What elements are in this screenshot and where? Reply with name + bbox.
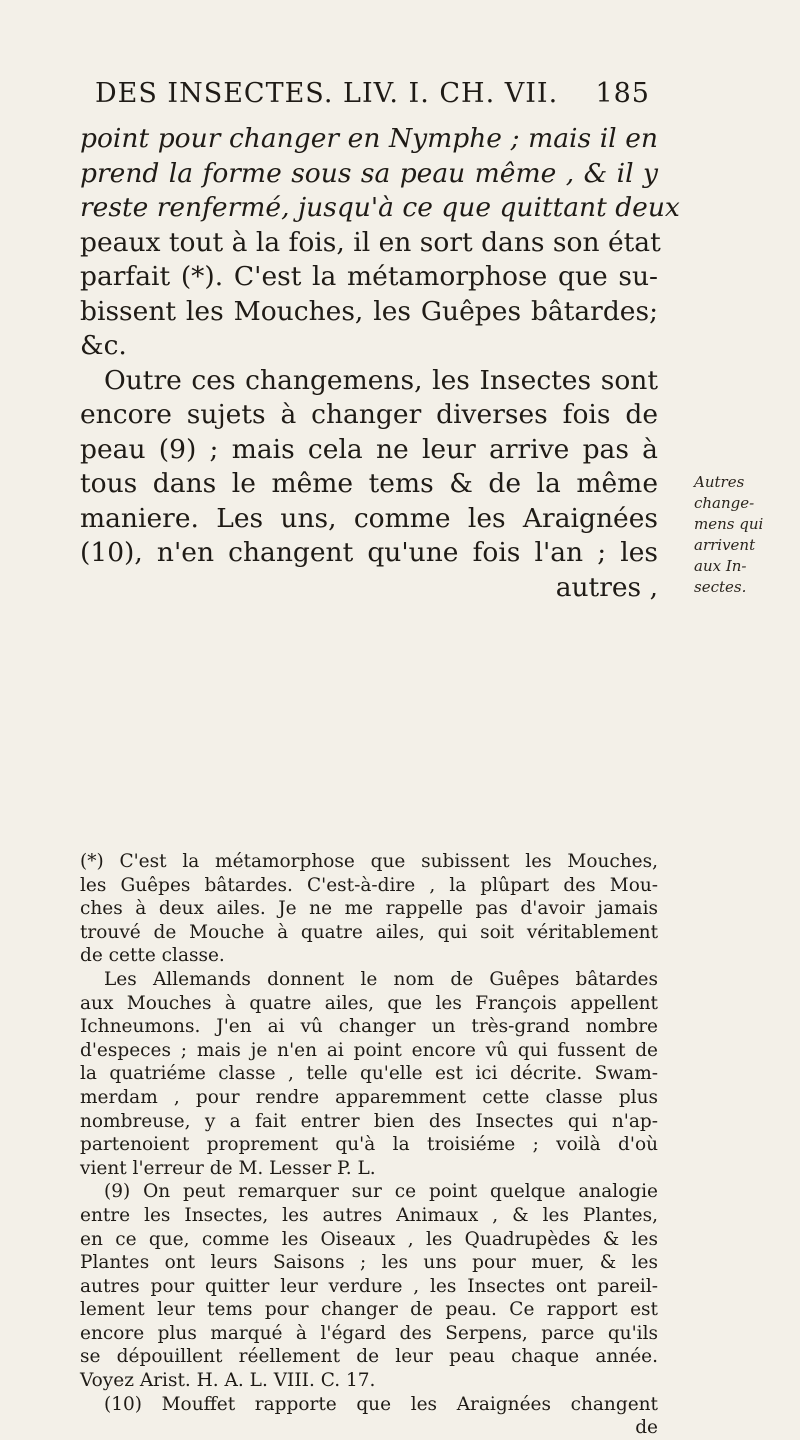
margin-note-line: sectes. <box>694 578 747 596</box>
text-line: prend la forme sous sa peau même , & il y <box>80 157 658 189</box>
margin-note-line: aux In- <box>694 557 747 575</box>
footnote-line: les Guêpes bâtardes. C'est-à-dire , la plûpart des Mou- <box>80 874 658 896</box>
footnote-line: Les Allemands donnent le nom de Guêpes bâtardes <box>104 968 658 990</box>
text-line: peaux tout à la fois, il en sort dans son état <box>80 226 661 258</box>
footnote-line: la quatriéme classe , telle qu'elle est ici décrite. Swam- <box>80 1063 658 1085</box>
text-line: maniere. Les uns, comme les Araignées <box>80 502 658 534</box>
main-text <box>80 122 680 605</box>
text-line: tous dans le même tems & de la même <box>80 468 658 499</box>
text-line: reste renfermé, jusqu'à ce que quittant deux <box>80 192 680 223</box>
text-line: point pour changer en Nymphe ; mais il en <box>80 123 658 154</box>
footnote-line: vient l'erreur de M. Lesser P. L. <box>80 1157 376 1179</box>
footnote-line: Voyez Arist. H. A. L. VIII. C. 17. <box>80 1370 376 1392</box>
footnote-line: d'especes ; mais je n'en ai point encore vû qui fussent de <box>80 1039 658 1061</box>
footnote-line: de cette classe. <box>80 945 225 967</box>
footnote-line: de <box>635 1417 658 1439</box>
footnote-line: (*) C'est la métamorphose que subissent les Mouches, <box>80 851 658 872</box>
footnote-line: entre les Insectes, les autres Animaux , & les Plantes, <box>80 1204 658 1226</box>
text-line: parfait (*). C'est la métamorphose que su- <box>80 261 658 292</box>
text-line: peau (9) ; mais cela ne leur arrive pas à <box>80 433 658 465</box>
footnote-line: trouvé de Mouche à quatre ailes, qui soit véritablement <box>80 921 658 943</box>
footnote-line: en ce que, comme les Oiseaux , les Quadrupèdes & les <box>80 1228 658 1250</box>
text-line: encore sujets à changer diverses fois de <box>80 399 658 430</box>
text-line: Outre ces changemens, les Insectes sont <box>104 364 658 396</box>
footnote-line: se dépouillent réellement de leur peau chaque année. <box>80 1346 658 1368</box>
text-line: (10), n'en changent qu'une fois l'an ; les <box>80 537 658 568</box>
footnote-line: Plantes ont leurs Saisons ; les uns pour muer, & les <box>80 1252 658 1274</box>
margin-note-line: change- <box>694 494 755 512</box>
footnote-line: partenoient proprement qu'à la troisiéme ; voilà d'où <box>80 1134 658 1156</box>
text-line: autres , <box>555 571 658 603</box>
footnote-line: (9) On peut remarquer sur ce point quelque analogie <box>104 1181 658 1203</box>
running-title: DES INSECTES. LIV. I. CH. VII. <box>95 78 559 109</box>
footnote-line: Ichneumons. J'en ai vû changer un très-grand nombre <box>80 1016 658 1038</box>
text-line: bissent les Mouches, les Guêpes bâtardes; <box>80 295 658 327</box>
footnote-line: aux Mouches à quatre ailes, que les François appellent <box>80 992 658 1014</box>
footnote-line: encore plus marqué à l'égard des Serpens, parce qu'ils <box>80 1322 658 1344</box>
footnote-line: nombreuse, y a fait entrer bien des Insectes qui n'ap- <box>80 1110 658 1132</box>
footnote-line: ches à deux ailes. Je ne me rappelle pas d'avoir jamais <box>80 898 658 920</box>
footnote-line: autres pour quitter leur verdure , les Insectes ont pareil- <box>80 1275 658 1297</box>
footnote-line: merdam , pour rendre apparemment cette classe plus <box>80 1086 658 1108</box>
margin-note-line: mens qui <box>694 515 764 533</box>
footnote-line: lement leur tems pour changer de peau. Ce rapport est <box>80 1299 658 1321</box>
page-number: 185 <box>595 78 650 109</box>
margin-note-line: Autres <box>694 473 745 491</box>
footnote-line: (10) Mouffet rapporte que les Araignées changent <box>104 1393 658 1415</box>
margin-note-line: arrivent <box>694 536 756 554</box>
footnotes <box>80 850 658 1440</box>
text-line: &c. <box>80 330 127 361</box>
margin-note <box>694 472 794 598</box>
